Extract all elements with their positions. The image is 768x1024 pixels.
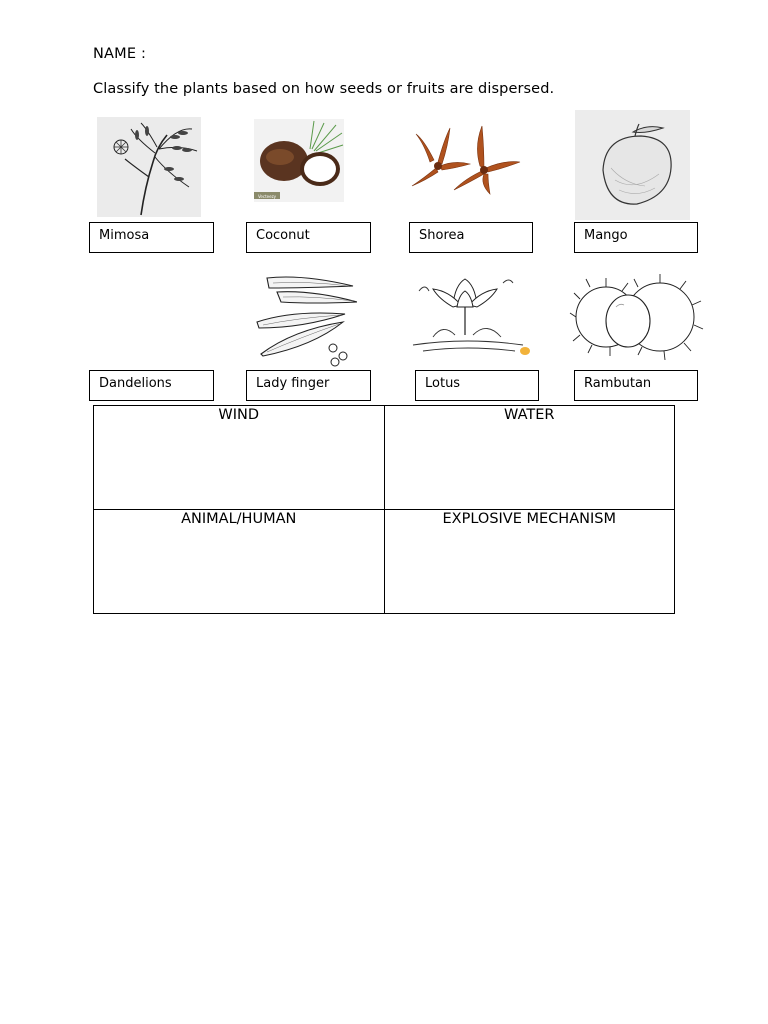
classification-table bbox=[93, 405, 675, 614]
label-box-coconut[interactable]: Coconut bbox=[246, 222, 371, 253]
wind-heading: WIND bbox=[218, 407, 260, 423]
mango-icon bbox=[575, 110, 690, 220]
label-box-mimosa[interactable]: Mimosa bbox=[89, 222, 214, 253]
wind-cell[interactable] bbox=[94, 406, 385, 510]
water-cell[interactable] bbox=[384, 406, 675, 510]
label-box-rambutan[interactable]: Rambutan bbox=[574, 370, 698, 401]
label-box-lotus[interactable]: Lotus bbox=[415, 370, 539, 401]
explosive-cell[interactable] bbox=[384, 510, 675, 614]
lotus-icon bbox=[403, 265, 533, 359]
okra-icon bbox=[253, 268, 357, 368]
name-field-label: NAME : bbox=[93, 46, 147, 62]
water-heading: WATER bbox=[504, 407, 555, 423]
mimosa-plant-icon bbox=[97, 117, 201, 217]
rambutan-icon bbox=[568, 267, 706, 363]
label-box-mango[interactable]: Mango bbox=[574, 222, 698, 253]
label-box-dandelions[interactable]: Dandelions bbox=[89, 370, 214, 401]
coconut-icon bbox=[254, 119, 344, 202]
shorea-winged-seed-icon bbox=[404, 120, 538, 196]
instruction-text: Classify the plants based on how seeds or fruits are dispersed. bbox=[93, 81, 555, 97]
label-box-shorea[interactable]: Shorea bbox=[409, 222, 533, 253]
animal-human-cell[interactable] bbox=[94, 510, 385, 614]
label-box-lady-finger[interactable]: Lady finger bbox=[246, 370, 371, 401]
animal-human-heading: ANIMAL/HUMAN bbox=[181, 511, 297, 527]
explosive-heading: EXPLOSIVE MECHANISM bbox=[442, 511, 616, 527]
coconut-watermark: Vecteezy bbox=[258, 194, 277, 199]
